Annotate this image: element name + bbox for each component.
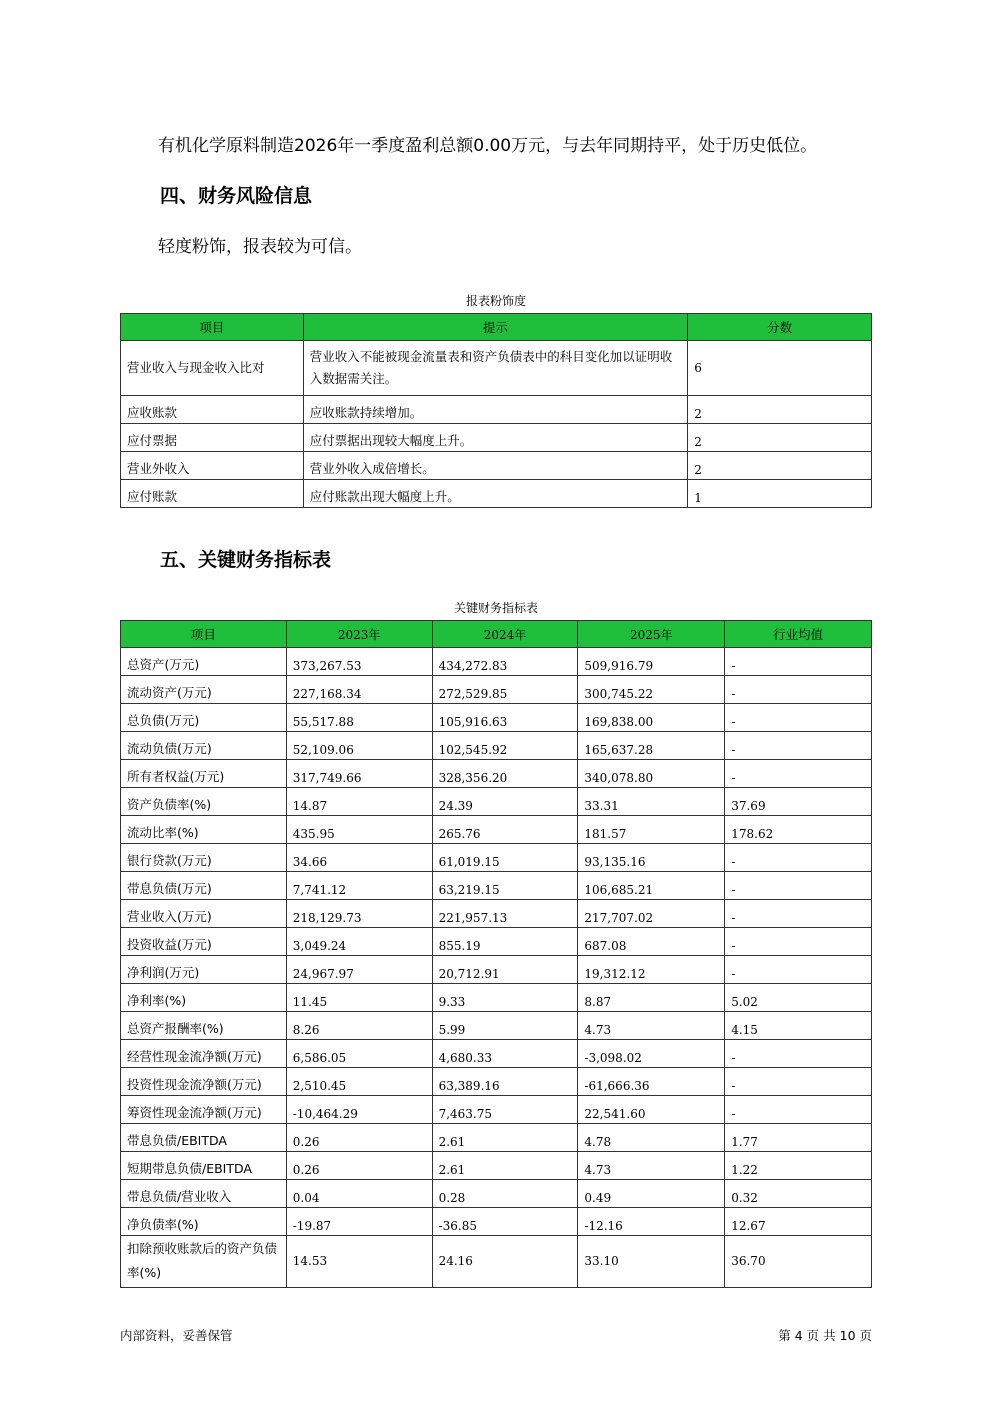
kpi-row: [121, 872, 872, 900]
kpi-2025-cell: 93,135.16: [578, 844, 725, 872]
kpi-2023-cell: 317,749.66: [286, 760, 432, 788]
section4-summary: 轻度粉饰，报表较为可信。: [158, 237, 362, 257]
kpi-2025-cell: -3,098.02: [578, 1040, 725, 1068]
kpi-industry-avg-cell: -: [725, 900, 872, 928]
kpi-label-cell: 总资产报酬率(%): [121, 1012, 287, 1040]
kpi-2025-cell: 19,312.12: [578, 956, 725, 984]
kpi-table: [120, 620, 872, 1288]
header-cell: 项目: [121, 314, 304, 341]
kpi-2024-cell: 272,529.85: [432, 676, 578, 704]
risk-item-cell: 营业收入与现金收入比对: [121, 341, 304, 396]
kpi-2025-cell: 181.57: [578, 816, 725, 844]
risk-item-cell: 应收账款: [121, 396, 304, 424]
kpi-label-cell: 流动负债(万元): [121, 732, 287, 760]
kpi-industry-avg-cell: -: [725, 844, 872, 872]
kpi-2023-cell: 6,586.05: [286, 1040, 432, 1068]
kpi-label-cell: 流动资产(万元): [121, 676, 287, 704]
risk-row: [121, 424, 872, 452]
kpi-2023-cell: -19.87: [286, 1208, 432, 1236]
kpi-2023-cell: 227,168.34: [286, 676, 432, 704]
kpi-label-cell: 资产负债率(%): [121, 788, 287, 816]
kpi-2025-cell: 8.87: [578, 984, 725, 1012]
kpi-2024-cell: 0.28: [432, 1180, 578, 1208]
kpi-2023-cell: 2,510.45: [286, 1068, 432, 1096]
kpi-row: [121, 1152, 872, 1180]
kpi-industry-avg-cell: 1.77: [725, 1124, 872, 1152]
kpi-row: [121, 1096, 872, 1124]
footer-confidential: 内部资料，妥善保管: [120, 1328, 233, 1343]
kpi-label-cell: 投资收益(万元): [121, 928, 287, 956]
kpi-label-cell: 短期带息负债/EBITDA: [121, 1152, 287, 1180]
kpi-industry-avg-cell: -: [725, 1040, 872, 1068]
risk-table: [120, 313, 872, 508]
risk-hint-cell: 应付账款出现大幅度上升。: [303, 480, 687, 508]
risk-hint-cell: 应收账款持续增加。: [303, 396, 687, 424]
header-cell: 2024年: [432, 621, 578, 648]
kpi-industry-avg-cell: 178.62: [725, 816, 872, 844]
kpi-2023-cell: 8.26: [286, 1012, 432, 1040]
kpi-row: [121, 1180, 872, 1208]
kpi-2023-cell: 218,129.73: [286, 900, 432, 928]
kpi-2024-cell: 102,545.92: [432, 732, 578, 760]
kpi-row: [121, 732, 872, 760]
kpi-label-cell: 银行贷款(万元): [121, 844, 287, 872]
kpi-2023-cell: 0.26: [286, 1152, 432, 1180]
kpi-label-cell: 净利润(万元): [121, 956, 287, 984]
risk-item-cell: 应付票据: [121, 424, 304, 452]
kpi-table-header: [121, 621, 872, 648]
kpi-industry-avg-cell: 36.70: [725, 1236, 872, 1288]
kpi-label-cell: 营业收入(万元): [121, 900, 287, 928]
kpi-2023-cell: 55,517.88: [286, 704, 432, 732]
kpi-row: [121, 1040, 872, 1068]
kpi-2024-cell: 20,712.91: [432, 956, 578, 984]
kpi-2025-cell: 22,541.60: [578, 1096, 725, 1124]
kpi-label-cell: 净负债率(%): [121, 1208, 287, 1236]
kpi-label-cell: 净利率(%): [121, 984, 287, 1012]
kpi-2025-cell: 340,078.80: [578, 760, 725, 788]
risk-item-cell: 应付账款: [121, 480, 304, 508]
kpi-industry-avg-cell: 5.02: [725, 984, 872, 1012]
kpi-industry-avg-cell: 12.67: [725, 1208, 872, 1236]
kpi-2024-cell: 63,389.16: [432, 1068, 578, 1096]
kpi-industry-avg-cell: -: [725, 928, 872, 956]
kpi-2024-cell: 2.61: [432, 1152, 578, 1180]
kpi-industry-avg-cell: -: [725, 760, 872, 788]
kpi-2025-cell: 4.78: [578, 1124, 725, 1152]
kpi-industry-avg-cell: -: [725, 956, 872, 984]
kpi-2023-cell: 0.26: [286, 1124, 432, 1152]
kpi-table-caption: 关键财务指标表: [453, 601, 538, 615]
kpi-2023-cell: 52,109.06: [286, 732, 432, 760]
kpi-2025-cell: 0.49: [578, 1180, 725, 1208]
kpi-label-cell: 投资性现金流净额(万元): [121, 1068, 287, 1096]
header-cell: 项目: [121, 621, 287, 648]
kpi-2025-cell: 4.73: [578, 1152, 725, 1180]
risk-row: [121, 396, 872, 424]
kpi-2025-cell: 687.08: [578, 928, 725, 956]
kpi-label-cell: 筹资性现金流净额(万元): [121, 1096, 287, 1124]
kpi-label-cell: 经营性现金流净额(万元): [121, 1040, 287, 1068]
risk-table-caption: 报表粉饰度: [465, 294, 526, 308]
kpi-label-cell: 带息负债/营业收入: [121, 1180, 287, 1208]
kpi-2025-cell: 33.31: [578, 788, 725, 816]
header-cell: 2023年: [286, 621, 432, 648]
kpi-row: [121, 760, 872, 788]
kpi-row: [121, 676, 872, 704]
kpi-label-cell: 所有者权益(万元): [121, 760, 287, 788]
kpi-2024-cell: 105,916.63: [432, 704, 578, 732]
kpi-2024-cell: 855.19: [432, 928, 578, 956]
kpi-row: [121, 1012, 872, 1040]
risk-row: [121, 452, 872, 480]
kpi-label-cell: 流动比率(%): [121, 816, 287, 844]
kpi-label-cell: 总负债(万元): [121, 704, 287, 732]
risk-item-cell: 营业外收入: [121, 452, 304, 480]
kpi-2024-cell: 63,219.15: [432, 872, 578, 900]
kpi-label-cell: 带息负债/EBITDA: [121, 1124, 287, 1152]
kpi-row: [121, 1068, 872, 1096]
kpi-row: [121, 956, 872, 984]
kpi-row: [121, 648, 872, 676]
risk-hint-cell: 营业外收入成倍增长。: [303, 452, 687, 480]
kpi-2023-cell: 7,741.12: [286, 872, 432, 900]
footer-page-number: 第 4 页 共 10 页: [778, 1328, 872, 1343]
kpi-2025-cell: 4.73: [578, 1012, 725, 1040]
kpi-industry-avg-cell: 0.32: [725, 1180, 872, 1208]
risk-score-cell: 6: [688, 341, 872, 396]
kpi-industry-avg-cell: -: [725, 676, 872, 704]
kpi-row: [121, 984, 872, 1012]
kpi-label-cell: 带息负债(万元): [121, 872, 287, 900]
kpi-industry-avg-cell: -: [725, 704, 872, 732]
risk-score-cell: 1: [688, 480, 872, 508]
kpi-2023-cell: -10,464.29: [286, 1096, 432, 1124]
kpi-2024-cell: 61,019.15: [432, 844, 578, 872]
kpi-2024-cell: 7,463.75: [432, 1096, 578, 1124]
header-cell: 分数: [688, 314, 872, 341]
risk-hint-cell: 营业收入不能被现金流量表和资产负债表中的科目变化加以证明收入数据需关注。: [303, 341, 687, 396]
kpi-2023-cell: 14.53: [286, 1236, 432, 1288]
risk-score-cell: 2: [688, 424, 872, 452]
kpi-industry-avg-cell: -: [725, 1068, 872, 1096]
kpi-2024-cell: 9.33: [432, 984, 578, 1012]
kpi-2025-cell: 33.10: [578, 1236, 725, 1288]
kpi-2024-cell: 2.61: [432, 1124, 578, 1152]
section5-heading: 五、关键财务指标表: [160, 549, 332, 571]
kpi-2024-cell: 24.39: [432, 788, 578, 816]
kpi-2024-cell: 434,272.83: [432, 648, 578, 676]
risk-table-header: [121, 314, 872, 341]
intro-paragraph: 有机化学原料制造2026年一季度盈利总额0.00万元，与去年同期持平，处于历史低位。: [158, 136, 818, 156]
risk-hint-cell: 应付票据出现较大幅度上升。: [303, 424, 687, 452]
kpi-row: [121, 1236, 872, 1288]
header-cell: 行业均值: [725, 621, 872, 648]
kpi-2023-cell: 373,267.53: [286, 648, 432, 676]
header-cell: 2025年: [578, 621, 725, 648]
kpi-2025-cell: 106,685.21: [578, 872, 725, 900]
kpi-industry-avg-cell: -: [725, 648, 872, 676]
risk-row: [121, 480, 872, 508]
kpi-label-cell: 总资产(万元): [121, 648, 287, 676]
kpi-industry-avg-cell: -: [725, 1096, 872, 1124]
kpi-row: [121, 704, 872, 732]
kpi-2023-cell: 14.87: [286, 788, 432, 816]
kpi-2024-cell: -36.85: [432, 1208, 578, 1236]
kpi-2023-cell: 24,967.97: [286, 956, 432, 984]
kpi-2023-cell: 0.04: [286, 1180, 432, 1208]
kpi-2024-cell: 5.99: [432, 1012, 578, 1040]
kpi-row: [121, 900, 872, 928]
kpi-2024-cell: 221,957.13: [432, 900, 578, 928]
kpi-row: [121, 788, 872, 816]
kpi-row: [121, 844, 872, 872]
kpi-2025-cell: -12.16: [578, 1208, 725, 1236]
kpi-2024-cell: 4,680.33: [432, 1040, 578, 1068]
kpi-row: [121, 1124, 872, 1152]
kpi-2025-cell: -61,666.36: [578, 1068, 725, 1096]
kpi-row: [121, 928, 872, 956]
kpi-2023-cell: 435.95: [286, 816, 432, 844]
kpi-row: [121, 1208, 872, 1236]
kpi-2024-cell: 328,356.20: [432, 760, 578, 788]
kpi-industry-avg-cell: 4.15: [725, 1012, 872, 1040]
kpi-2023-cell: 34.66: [286, 844, 432, 872]
kpi-2023-cell: 3,049.24: [286, 928, 432, 956]
header-cell: 提示: [303, 314, 687, 341]
risk-row: [121, 341, 872, 396]
kpi-industry-avg-cell: -: [725, 732, 872, 760]
risk-score-cell: 2: [688, 452, 872, 480]
kpi-row: [121, 816, 872, 844]
kpi-industry-avg-cell: -: [725, 872, 872, 900]
kpi-2023-cell: 11.45: [286, 984, 432, 1012]
kpi-2025-cell: 509,916.79: [578, 648, 725, 676]
risk-score-cell: 2: [688, 396, 872, 424]
kpi-2025-cell: 300,745.22: [578, 676, 725, 704]
kpi-label-cell: 扣除预收账款后的资产负债率(%): [121, 1236, 287, 1288]
kpi-2025-cell: 169,838.00: [578, 704, 725, 732]
kpi-industry-avg-cell: 1.22: [725, 1152, 872, 1180]
section4-heading: 四、财务风险信息: [160, 185, 313, 207]
kpi-2025-cell: 217,707.02: [578, 900, 725, 928]
kpi-2024-cell: 24.16: [432, 1236, 578, 1288]
kpi-2025-cell: 165,637.28: [578, 732, 725, 760]
kpi-industry-avg-cell: 37.69: [725, 788, 872, 816]
kpi-2024-cell: 265.76: [432, 816, 578, 844]
